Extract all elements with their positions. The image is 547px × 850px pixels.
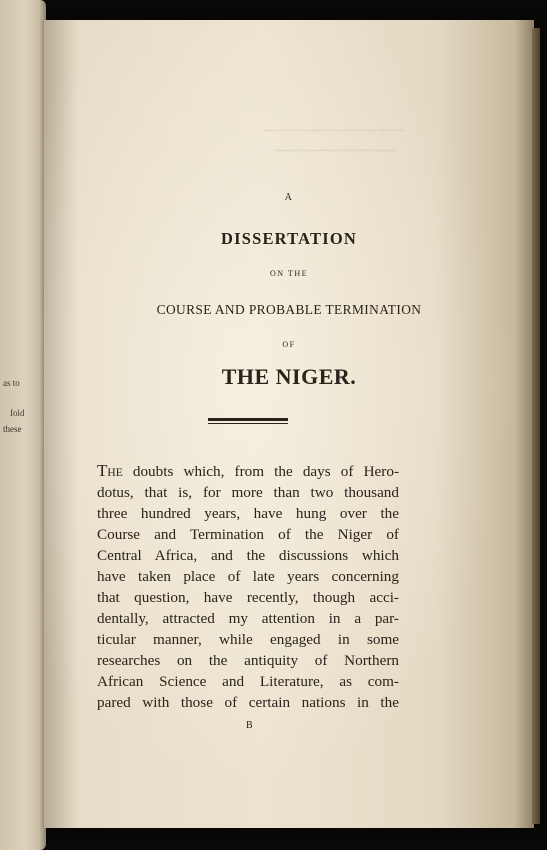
body-line: Course and Termination of the Niger of <box>97 526 399 543</box>
opening-word-rest: HE <box>107 467 123 479</box>
title-dissertation: DISSERTATION <box>220 229 358 248</box>
show-through-text: ▔▔▔▔▔▔▔▔▔▔▔▔▔ <box>274 151 397 163</box>
title-of: OF <box>282 340 296 349</box>
body-line: three hundred years, have hung over the <box>97 505 399 522</box>
body-line: dotus, that is, for more than two thousand <box>97 484 399 501</box>
opening-capital: T <box>97 461 108 480</box>
body-line: dentally, attracted my attention in a par- <box>97 610 399 627</box>
body-line: that question, have recently, though acci- <box>97 589 399 606</box>
body-line: Central Africa, and the discussions which <box>97 547 399 564</box>
signature-mark: B <box>246 720 253 731</box>
show-through-text: ▔▔▔▔▔▔▔▔▔▔▔▔▔▔▔ <box>264 131 406 143</box>
body-line: pared with those of certain nations in the <box>97 694 399 711</box>
double-rule-divider <box>208 418 288 424</box>
title-page <box>44 20 534 828</box>
body-line: researches on the antiquity of Northern <box>97 652 399 669</box>
body-line: doubts which, from the days of Hero- <box>122 463 399 480</box>
left-page-text-fragment: fold <box>10 408 25 418</box>
body-line: have taken place of late years concerning <box>97 568 399 585</box>
left-facing-page <box>0 0 46 850</box>
body-line-first <box>97 461 399 483</box>
title-the-niger: THE NIGER. <box>221 364 357 389</box>
left-page-text-fragment: as to <box>3 378 20 388</box>
left-page-text-fragment: these <box>3 424 22 434</box>
title-article: A <box>284 192 294 203</box>
title-on-the: ON THE <box>270 269 308 278</box>
title-course-line: COURSE AND PROBABLE TERMINATION <box>156 302 422 317</box>
body-line: African Science and Literature, as com- <box>97 673 399 690</box>
page-edge <box>532 28 540 824</box>
body-line: ticular manner, while engaged in some <box>97 631 399 648</box>
